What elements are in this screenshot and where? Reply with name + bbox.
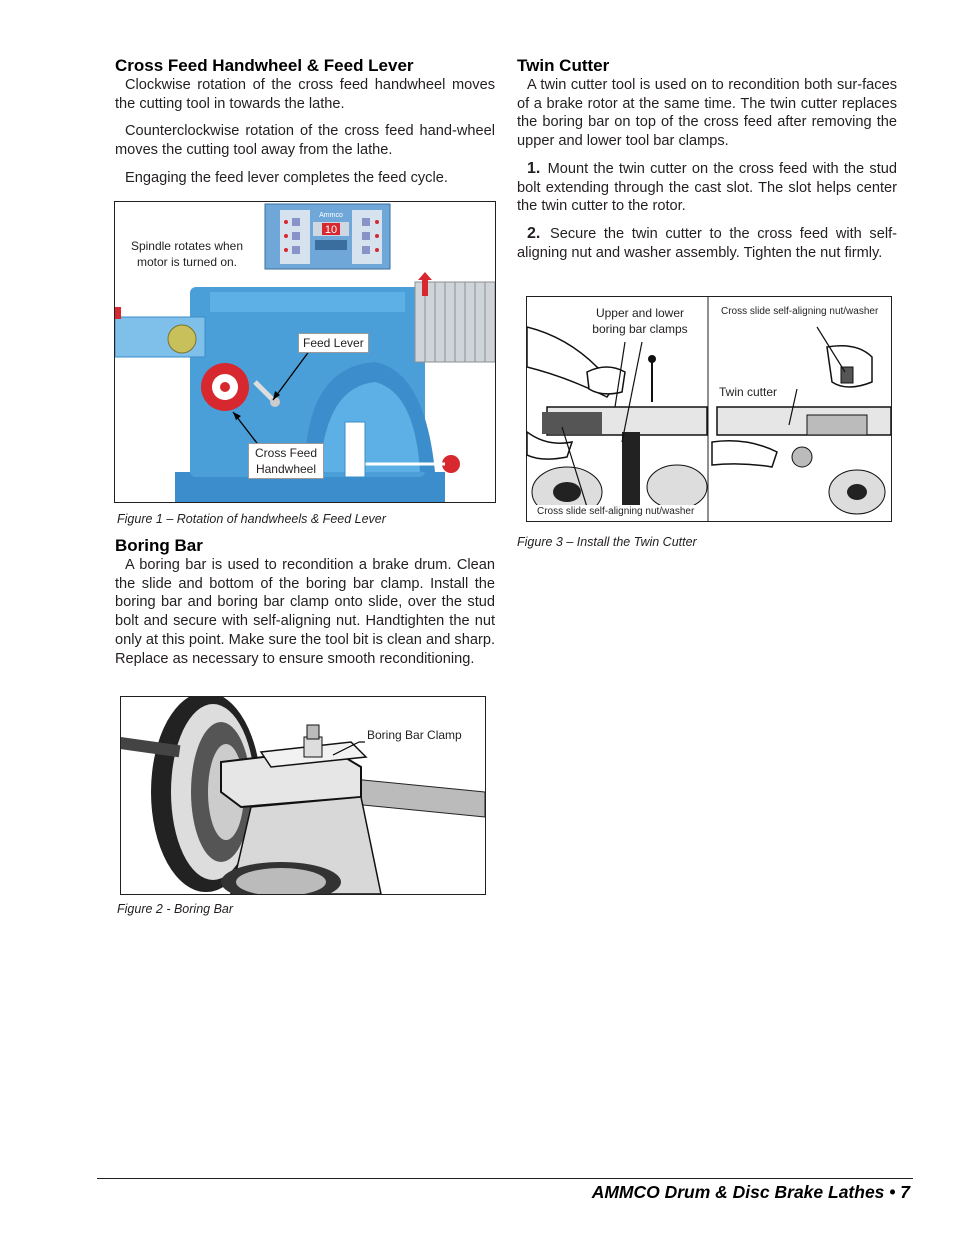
label-twin-cutter: Twin cutter bbox=[719, 385, 778, 399]
step-text: Secure the twin cutter to the cross feed with self-aligning nut and washer assembly. Tighten the nut firmly. bbox=[517, 225, 897, 261]
twin-cutter-illustration bbox=[527, 297, 891, 521]
step-1 bbox=[517, 160, 897, 216]
step-number: 2. bbox=[527, 224, 541, 242]
step-number: 1. bbox=[527, 159, 541, 177]
figure-3-image bbox=[526, 296, 892, 522]
left-column-lower bbox=[115, 536, 495, 668]
paragraph: Counterclockwise rotation of the cross feed hand-wheel moves the cutting tool away from the lathe. bbox=[115, 123, 495, 159]
panel-brand: Ammco bbox=[319, 212, 343, 219]
paragraph: A boring bar is used to recondition a brake drum. Clean the slide and bottom of the boring bar clamp. Install the boring bar and boring bar clamp onto slide, over the stud bolt and secure with self-aligning nut. Handtighten the nut only at this point. Make sure the tool bit is clean and sharp. Replace as necessary to ensure smooth reconditioning. bbox=[115, 557, 495, 667]
panel-display: 10 bbox=[324, 224, 338, 236]
label-boring-bar-clamp: Boring Bar Clamp bbox=[367, 728, 462, 742]
section-heading-boring-bar: Boring Bar bbox=[115, 536, 203, 555]
label-nut-washer-top: Cross slide self-aligning nut/washer bbox=[721, 306, 879, 317]
figure-3-caption: Figure 3 – Install the Twin Cutter bbox=[517, 535, 697, 549]
section-heading-cross-feed: Cross Feed Handwheel & Feed Lever bbox=[115, 56, 414, 75]
label-cross-feed-handwheel: Cross Feed Handwheel bbox=[248, 443, 324, 479]
page-footer: AMMCO Drum & Disc Brake Lathes • 7 bbox=[591, 1182, 910, 1202]
step-2 bbox=[517, 225, 897, 262]
label-nut-washer-bottom: Cross slide self-aligning nut/washer bbox=[537, 506, 695, 517]
paragraph: Clockwise rotation of the cross feed handwheel moves the cutting tool in towards the lathe. bbox=[115, 77, 495, 112]
paragraph: Engaging the feed lever completes the feed cycle. bbox=[125, 169, 448, 186]
label-feed-lever: Feed Lever bbox=[298, 333, 369, 353]
paragraph: A twin cutter tool is used on to recondition both sur-faces of a brake rotor at the same time. The twin cutter replaces the boring bar on top of the cross feed after removing the upper and lower tool bar clamps. bbox=[517, 77, 897, 150]
figure-1-image bbox=[114, 201, 496, 503]
right-column bbox=[517, 56, 897, 262]
figure-1-caption: Figure 1 – Rotation of handwheels & Feed Lever bbox=[117, 512, 386, 526]
figure-2-caption: Figure 2 - Boring Bar bbox=[117, 902, 234, 916]
label-spindle: Spindle rotates when motor is turned on. bbox=[121, 237, 253, 271]
figure-2-image bbox=[120, 696, 486, 895]
label-boring-bar-clamps: Upper and lower boring bar clamps bbox=[592, 306, 688, 336]
section-heading-twin-cutter: Twin Cutter bbox=[517, 56, 610, 75]
step-text: Mount the twin cutter on the cross feed with the stud bolt extending through the cast slot. The slot helps center the twin cutter to the rotor. bbox=[517, 160, 897, 215]
footer-rule bbox=[97, 1178, 913, 1179]
left-column bbox=[115, 56, 495, 188]
